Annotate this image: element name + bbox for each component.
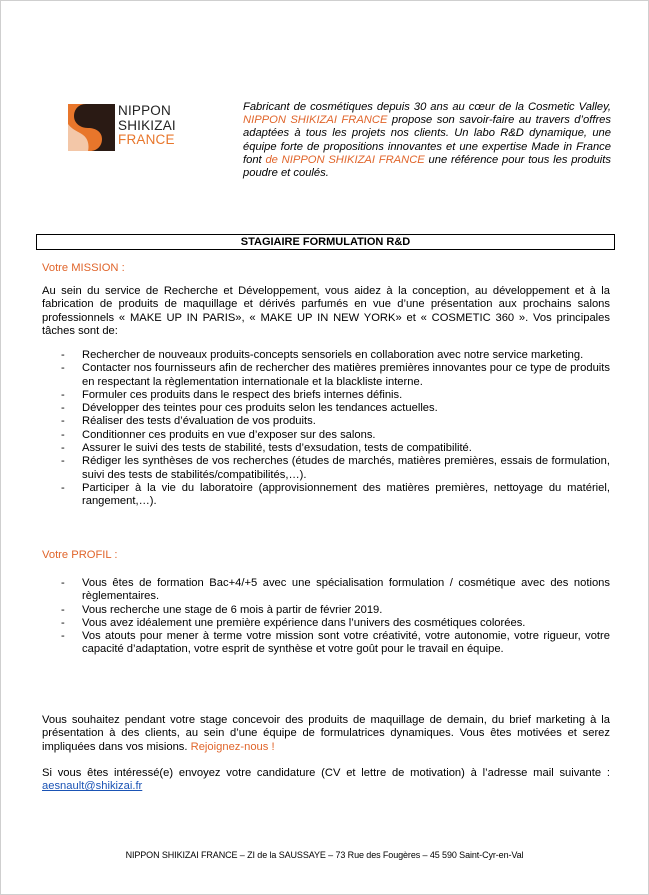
intro-text-1: Fabricant de cosmétiques depuis 30 ans au cœur de la Cosmetic Valley, [243,101,611,113]
list-item: - Vous avez idéalement une première expérience dans l’univers des cosmétiques colorées. [61,616,526,629]
intro-text-2: propose son savoir-faire au travers d’offres adaptées à tous les projets nos clients. Un labo R&D dynamique, une équipe forte de propositions innovantes et une expertise Made in France font [243,114,611,166]
logo-line-3: FRANCE [118,132,175,147]
logo-line-1: NIPPON [118,103,171,118]
list-item: - Rechercher de nouveaux produits-concepts sensoriels en collaboration avec notre service marketing. [61,349,584,361]
job-title: STAGIAIRE FORMULATION R&D [36,234,615,250]
list-item: - Vos atouts pour mener à terme votre mission sont votre créativité, votre autonomie, votre rigueur, votre capacité d’adaptation, votre esprit de synthèse et votre goût pour le travail en équipe. [61,630,610,656]
mission-paragraph: Au sein du service de Recherche et Développement, vous aidez à la conception, au développement et à la fabrication de produits de maquillage et dérivés parfumés en vue d’une présentation aux prochains salons professionnels « MAKE UP IN PARIS», « MAKE UP IN NEW YORK» et « COSMETIC 360 ». Vos principales tâches sont de: [42,285,610,337]
company-logo [68,104,178,154]
email-link[interactable]: aesnault@shikizai.fr [42,780,143,793]
mission-list [42,349,610,509]
list-item: - Réaliser des tests d’évaluation de vos produits. [61,415,316,428]
list-item: - Conditionner ces produits en vue d’exposer sur des salons. [61,428,376,441]
list-item: - Vous recherche une stage de 6 mois à partir de février 2019. [61,603,383,616]
contact-text: Si vous êtes intéressé(e) envoyez votre candidature (CV et lettre de motivation) à l’adresse mail suivante : [42,767,610,779]
footer-address: NIPPON SHIKIZAI FRANCE – ZI de la SAUSSAYE – 73 Rue des Fougères – 45 590 Saint-Cyr-en-Val [125,850,524,860]
contact-paragraph [42,767,610,794]
logo-line-2: SHIKIZAI [118,117,176,133]
intro-brand-2: de NIPPON SHIKIZAI FRANCE [265,153,425,166]
list-item: - Formuler ces produits dans le respect des briefs internes définis. [61,388,403,401]
intro-text-3: une référence pour tous les produits poudre et coulés. [243,153,611,180]
list-item: - Participer à la vie du laboratoire (approvisionnement des matières premières, nettoyage du matériel, rangement,…). [61,481,610,508]
company-intro [243,101,611,180]
list-item: - Rédiger les synthèses de vos recherches (études de marchés, matières premières, essais de formulation, suivi des tests de stabilités/compatibilités,…). [61,455,610,481]
closing-paragraph [42,714,610,754]
profil-list [42,577,610,657]
intro-brand-1: NIPPON SHIKIZAI FRANCE [243,114,388,127]
join-us-text: Rejoignez-nous ! [190,740,275,753]
list-item: - Assurer le suivi des tests de stabilité, tests d’exsudation, tests de compatibilité. [61,442,472,455]
logo-mark-icon [68,104,115,151]
list-item: - Vous êtes de formation Bac+4/+5 avec une spécialisation formulation / cosmétique avec des notions règlementaires. [61,577,610,603]
mission-heading: Votre MISSION : [42,262,125,274]
list-item: - Développer des teintes pour ces produits selon les tendances actuelles. [61,402,438,415]
closing-text: Vous souhaitez pendant votre stage concevoir des produits de maquillage de demain, du brief marketing à la présentation à des clients, au sein d’une équipe de formulatrices dynamiques. Vous êtes motivées et serez impliquées dans vos misions. [42,714,610,753]
list-item: - Contacter nos fournisseurs afin de rechercher des matières premières innovantes pour ce type de produits en respectant la règlementation internationale et la blackliste interne. [61,362,610,388]
profil-heading: Votre PROFIL : [42,549,118,561]
